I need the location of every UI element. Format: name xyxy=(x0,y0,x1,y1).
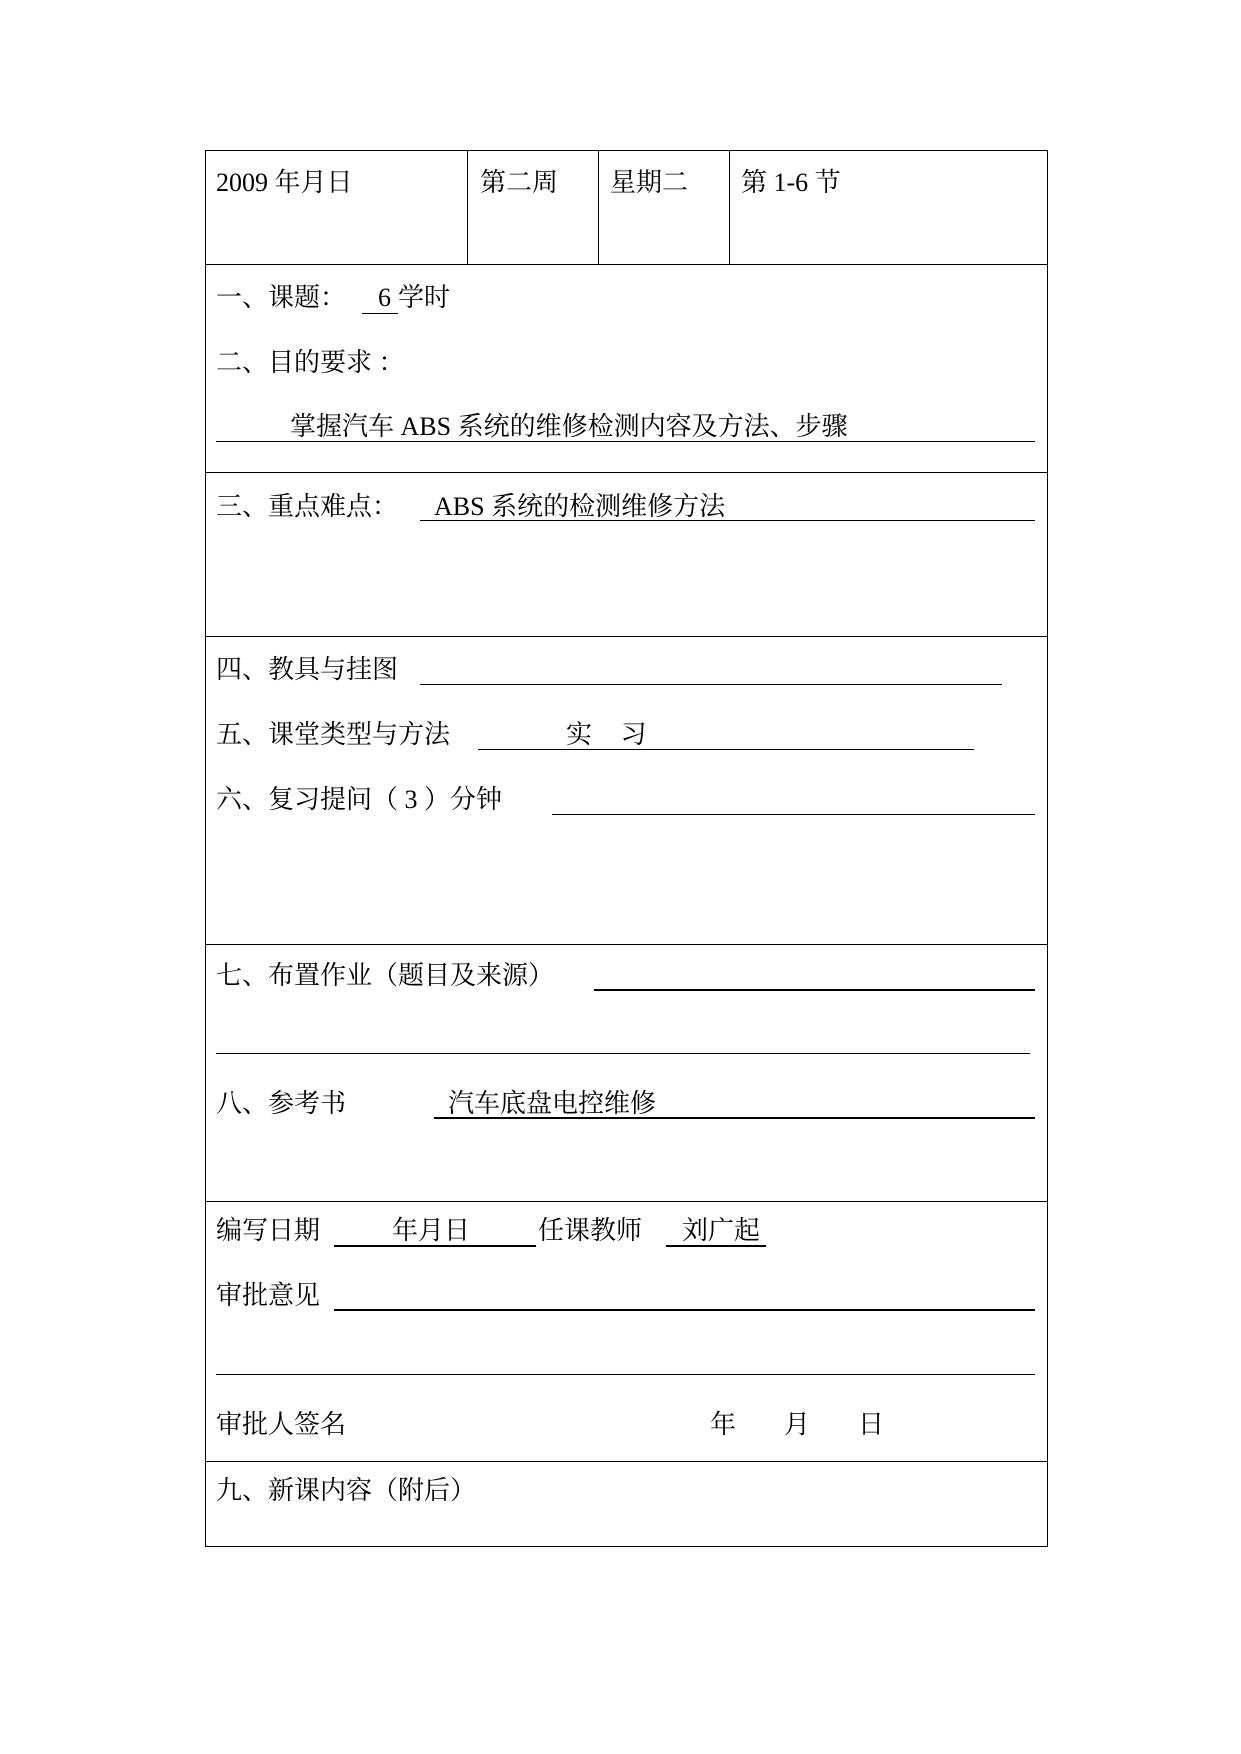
header-date: 2009 年月日 xyxy=(216,168,353,197)
section7-label: 七、布置作业（题目及来源） xyxy=(216,961,555,990)
approver-label: 审批人签名 xyxy=(216,1410,347,1439)
section6-underline xyxy=(552,814,1035,815)
section3-underline xyxy=(420,520,1035,521)
section2-label: 二、目的要求 ： xyxy=(216,348,405,377)
row-divider-6 xyxy=(205,1461,1048,1462)
approval-day: 日 xyxy=(858,1410,885,1439)
header-divider-1 xyxy=(467,150,468,264)
section8-content: 汽车底盘电控维修 xyxy=(448,1089,657,1118)
section4-label: 四、教具与挂图 xyxy=(216,655,399,684)
section3-content: ABS 系统的检测维修方法 xyxy=(434,492,726,521)
table-right-border xyxy=(1047,150,1048,1547)
section1-unit: 学时 xyxy=(398,283,451,312)
approval-year: 年 xyxy=(710,1410,737,1439)
header-period: 第 1-6 节 xyxy=(741,168,841,197)
section5-label: 五、课堂类型与方法 xyxy=(216,720,451,749)
row-divider-3 xyxy=(205,636,1048,637)
header-week: 第二周 xyxy=(480,168,559,197)
section1-hours: 6 xyxy=(378,283,391,312)
section1-hours-underline xyxy=(362,313,398,314)
approval-second-line xyxy=(216,1374,1035,1375)
teacher-name: 刘广起 xyxy=(682,1216,761,1245)
row-divider-header xyxy=(205,264,1048,265)
header-divider-3 xyxy=(729,150,730,264)
section8-underline xyxy=(434,1117,1035,1119)
row-divider-5 xyxy=(205,1201,1048,1202)
section5-content: 实 习 xyxy=(566,720,647,749)
section2-underline xyxy=(216,441,1035,442)
section4-underline xyxy=(420,684,1002,685)
section1-label: 一、课题： xyxy=(216,283,347,312)
write-date-label: 编写日期 xyxy=(216,1216,321,1245)
approval-label: 审批意见 xyxy=(216,1281,321,1310)
section9-label: 九、新课内容（附后） xyxy=(216,1476,477,1505)
section6-label: 六、复习提问（ 3 ）分钟 xyxy=(216,785,503,814)
header-weekday: 星期二 xyxy=(610,168,689,197)
table-left-border xyxy=(205,150,206,1547)
teacher-label: 任课教师 xyxy=(538,1216,643,1245)
table-bottom-border xyxy=(205,1546,1048,1547)
section7-second-line xyxy=(216,1053,1030,1054)
approval-underline xyxy=(334,1309,1035,1311)
section7-underline xyxy=(594,989,1035,991)
teacher-underline xyxy=(666,1245,766,1247)
section2-content: 掌握汽车 ABS 系统的维修检测内容及方法、步骤 xyxy=(290,412,848,441)
write-date-underline xyxy=(334,1245,536,1247)
header-divider-2 xyxy=(598,150,599,264)
approval-month: 月 xyxy=(784,1410,811,1439)
section8-label: 八、参考书 xyxy=(216,1089,347,1118)
row-divider-4 xyxy=(205,944,1048,945)
section3-label: 三、重点难点： xyxy=(216,492,399,521)
row-divider-2 xyxy=(205,472,1048,473)
section5-underline xyxy=(478,749,974,750)
table-top-border xyxy=(205,150,1048,151)
write-date-value: 年月日 xyxy=(392,1216,471,1245)
